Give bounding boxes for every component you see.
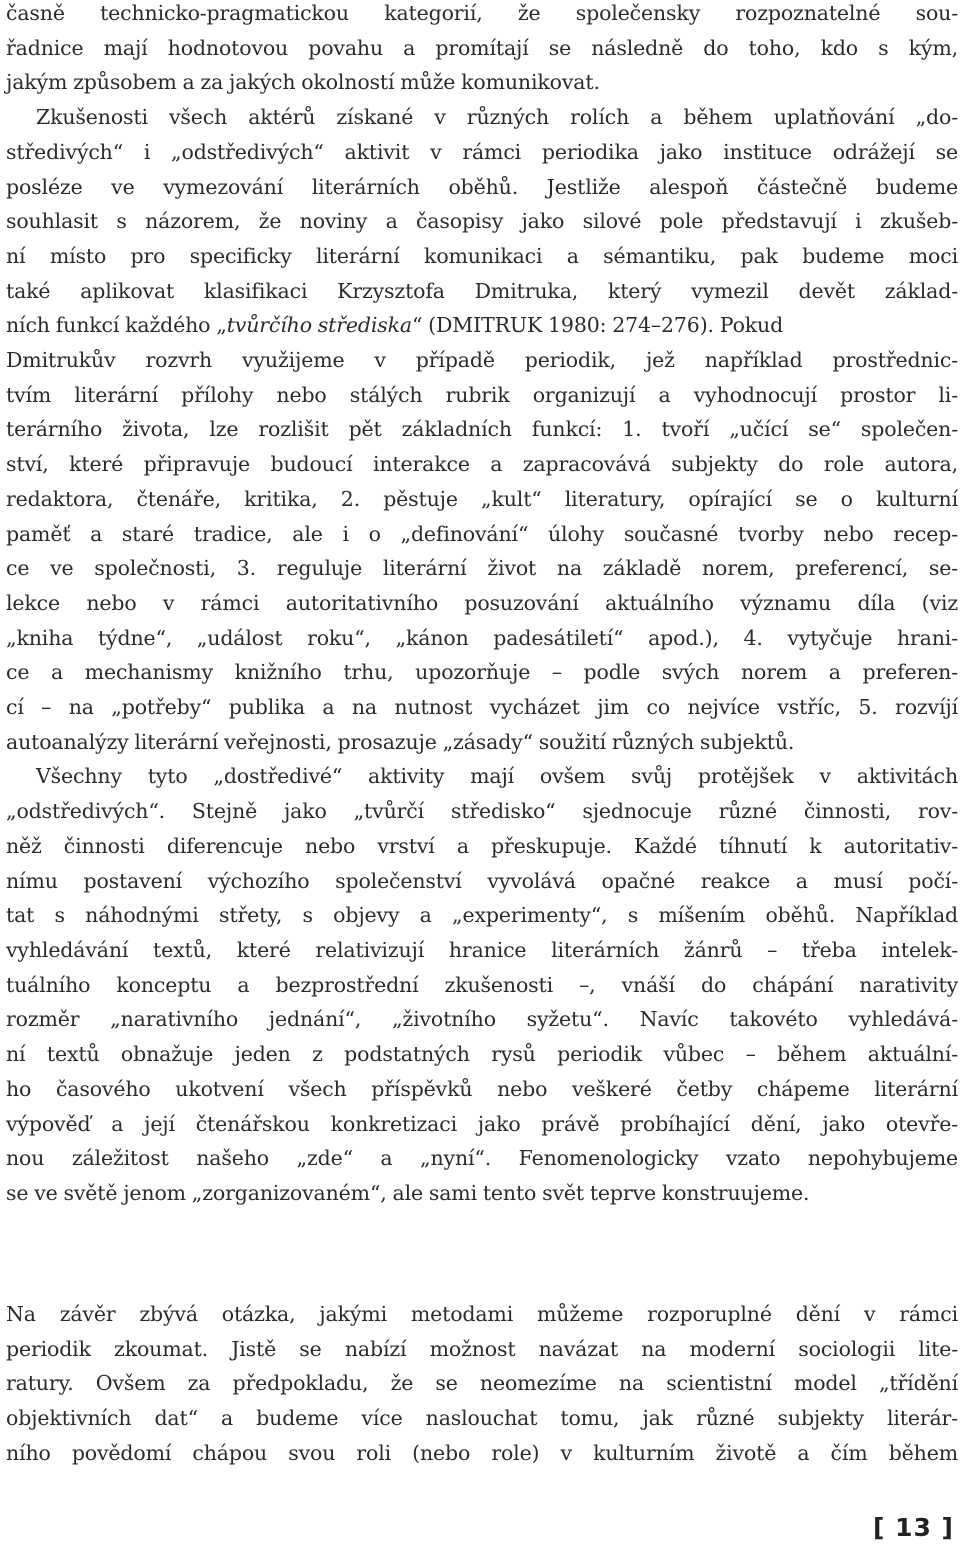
text-line: ho časového ukotvení všech příspěvků nebo veškeré četby chápeme literární — [6, 1076, 958, 1101]
text-line: tvím literární přílohy nebo stálých rubrik organizují a vyhodnocují prostor li- — [6, 382, 958, 407]
text-line: souhlasit s názorem, že noviny a časopisy jako silové pole představují i zkušeb- — [6, 209, 958, 234]
text-line: také aplikovat klasifikaci Krzysztofa Dmitruka, který vymezil devět základ- — [6, 278, 958, 303]
text-line: autoanalýzy literární veřejnosti, prosazuje „zásady“ soužití různých subjektů. — [6, 729, 795, 754]
text-line: ní textů obnažuje jeden z podstatných rysů periodik vůbec – během aktuální- — [6, 1042, 958, 1067]
text-line: středivých“ i „odstředivých“ aktivit v rámci periodika jako instituce odrážejí se — [6, 139, 958, 164]
text-line: ství, které připravuje budoucí interakce a zapracovává subjekty do role autora, — [6, 452, 958, 477]
text-line: nímu postavení výchozího společenství vyvolává opačné reakce a musí počí- — [6, 868, 958, 893]
emphasis-term: tvůrčího střediska — [226, 313, 412, 338]
text-line: objektivních dat“ a budeme více naslouchat tomu, jak různé subjekty literár- — [6, 1406, 958, 1431]
text-line: ní místo pro specificky literární komunikaci a sémantiku, pak budeme moci — [6, 243, 958, 268]
text-line: posléze ve vymezování literárních oběhů. Jestliže alespoň částečně budeme — [6, 174, 958, 199]
text-line: ce a mechanismy knižního trhu, upozorňuje – podle svých norem a preferen- — [6, 660, 958, 685]
text-line: se ve světě jenom „zorganizovaném“, ale sami tento svět teprve konstruujeme. — [6, 1180, 810, 1205]
text-line: Všechny tyto „dostředivé“ aktivity mají ovšem svůj protějšek v aktivitách — [36, 764, 958, 789]
text-line: nou záležitost našeho „zde“ a „nyní“. Fenomenologicky vzato nepohybujeme — [6, 1146, 958, 1171]
text-line: paměť a staré tradice, ale i o „definování“ úlohy současné tvorby nebo recep- — [6, 521, 958, 546]
text-line: Dmitrukův rozvrh využijeme v případě periodik, jež například prostřednic- — [6, 348, 958, 373]
text-line: časně technicko-pragmatickou kategorií, že společensky rozpoznatelné sou- — [6, 1, 958, 25]
text-line: ního povědomí chápou svou roli (nebo role) v kulturním životě a čím během — [6, 1440, 958, 1465]
text-run: ních funkcí každého — [6, 313, 217, 338]
text-line: tat s náhodnými střety, s objevy a „experimenty“, s míšením oběhů. Například — [6, 903, 958, 928]
text-line: výpověď a její čtenářskou konkretizaci jako právě probíhající dění, jako otevře- — [6, 1111, 958, 1136]
text-line: redaktora, čtenáře, kritika, 2. pěstuje „kult“ literatury, opírající se o kulturní — [6, 486, 958, 511]
text-run: “ (DMITRUK 1980: 274–276). Pokud — [411, 313, 784, 338]
text-line: Zkušenosti všech aktérů získané v různých rolích a během uplatňování „do- — [36, 105, 958, 130]
text-line: jakým způsobem a za jakých okolností může komunikovat. — [6, 70, 600, 95]
paragraph-2 — [6, 1297, 958, 1471]
text-line: „kniha týdne“, „událost roku“, „kánon padesátiletí“ apod.), 4. vytyčuje hrani- — [6, 625, 958, 650]
text-line: rozměr „narativního jednání“, „životního syžetu“. Navíc takovéto vyhledává- — [6, 1007, 958, 1032]
text-line: tuálního konceptu a bezprostřední zkušenosti –, vnáší do chápání narativity — [6, 972, 958, 997]
text-line: lekce nebo v rámci autoritativního posuzování aktuálního významu díla (viz — [6, 590, 958, 615]
text-line-mixed: ních funkcí každého „tvůrčího střediska“ (DMITRUK 1980: 274–276). Pokud — [6, 313, 784, 338]
paragraph-1 — [6, 0, 958, 1211]
text-line: cí – na „potřeby“ publika a na nutnost vycházet jim co nejvíce vstříc, 5. rozvíjí — [6, 695, 958, 720]
page-number: [ 13 ] — [872, 1513, 954, 1542]
text-line: ce ve společnosti, 3. reguluje literární život na základě norem, preferencí, se- — [6, 556, 958, 581]
text-line: Na závěr zbývá otázka, jakými metodami můžeme rozporuplné dění v rámci — [6, 1302, 958, 1326]
text-line: periodik zkoumat. Jistě se nabízí možnost navázat na moderní sociologii lite- — [6, 1336, 958, 1361]
text-line: ratury. Ovšem za předpokladu, že se neomezíme na scientistní model „třídění — [6, 1371, 958, 1396]
text-line: „odstředivých“. Stejně jako „tvůrčí středisko“ sjednocuje různé činnosti, rov- — [6, 799, 958, 824]
text-line: něž činnosti diferencuje nebo vrství a přeskupuje. Každé tíhnutí k autoritativ- — [6, 833, 958, 858]
text-line: vyhledávání textů, které relativizují hranice literárních žánrů – třeba intelek- — [6, 937, 958, 962]
text-line: terárního života, lze rozlišit pět základních funkcí: 1. tvoří „učící se“ společen- — [6, 417, 958, 442]
text-line: řadnice mají hodnotovou povahu a promítají se následně do toho, kdo s kým, — [6, 35, 958, 60]
